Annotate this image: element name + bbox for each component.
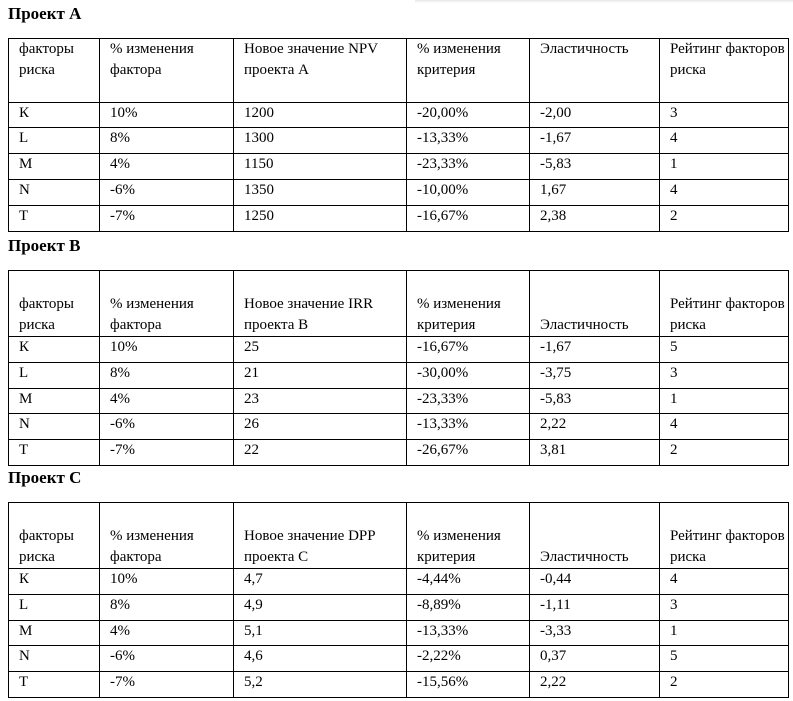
cell-elasticity: -1,67 bbox=[530, 337, 660, 363]
header-rating: Рейтинг факторов риска bbox=[660, 503, 789, 569]
cell-factor: N bbox=[9, 414, 100, 440]
header-risk-factors: факторы риска bbox=[9, 503, 100, 569]
cell-factor: К bbox=[9, 103, 100, 128]
cell-rating: 1 bbox=[660, 389, 789, 414]
cell-elasticity: -3,33 bbox=[530, 621, 660, 646]
cell-factor-change: -6% bbox=[100, 646, 234, 672]
cell-rating: 3 bbox=[660, 595, 789, 621]
cell-criterion-change: -4,44% bbox=[407, 569, 530, 595]
cell-new-value: 1250 bbox=[234, 206, 407, 232]
cell-rating: 4 bbox=[660, 569, 789, 595]
table-row bbox=[9, 621, 789, 646]
cell-criterion-change: -13,33% bbox=[407, 621, 530, 646]
project-c-title: Проект С bbox=[8, 468, 82, 487]
cell-criterion-change: -15,56% bbox=[407, 672, 530, 698]
header-criterion-change: % изменения критерия bbox=[407, 271, 530, 337]
cell-new-value: 5,1 bbox=[234, 621, 407, 646]
cell-rating: 3 bbox=[660, 363, 789, 389]
cell-new-value: 4,9 bbox=[234, 595, 407, 621]
cell-new-value: 1150 bbox=[234, 154, 407, 180]
table-row bbox=[9, 154, 789, 180]
cell-factor: N bbox=[9, 180, 100, 206]
cell-new-value: 1300 bbox=[234, 128, 407, 154]
cell-factor-change: 10% bbox=[100, 569, 234, 595]
cell-elasticity: -5,83 bbox=[530, 389, 660, 414]
table-row bbox=[9, 180, 789, 206]
cell-factor: T bbox=[9, 672, 100, 698]
table-header-row bbox=[9, 39, 789, 103]
header-criterion-change: % изменения критерия bbox=[407, 39, 530, 103]
cell-factor: L bbox=[9, 363, 100, 389]
cell-rating: 2 bbox=[660, 672, 789, 698]
project-b-table bbox=[8, 270, 789, 466]
cell-elasticity: -1,67 bbox=[530, 128, 660, 154]
cell-new-value: 23 bbox=[234, 389, 407, 414]
table-row bbox=[9, 103, 789, 128]
table-row bbox=[9, 569, 789, 595]
cell-factor-change: 10% bbox=[100, 103, 234, 128]
cell-rating: 5 bbox=[660, 337, 789, 363]
table-row bbox=[9, 389, 789, 414]
cell-new-value: 22 bbox=[234, 440, 407, 466]
cell-factor: N bbox=[9, 646, 100, 672]
table-row bbox=[9, 414, 789, 440]
cell-elasticity: 0,37 bbox=[530, 646, 660, 672]
cell-elasticity: 3,81 bbox=[530, 440, 660, 466]
cell-factor: L bbox=[9, 128, 100, 154]
cell-elasticity: -5,83 bbox=[530, 154, 660, 180]
cell-criterion-change: -8,89% bbox=[407, 595, 530, 621]
cell-factor-change: 8% bbox=[100, 363, 234, 389]
cell-factor: L bbox=[9, 595, 100, 621]
table-row bbox=[9, 595, 789, 621]
cell-factor-change: 4% bbox=[100, 154, 234, 180]
cell-factor-change: -6% bbox=[100, 180, 234, 206]
header-new-value: Новое значение DPP проекта С bbox=[234, 503, 407, 569]
cell-elasticity: 2,22 bbox=[530, 672, 660, 698]
cell-factor-change: -7% bbox=[100, 440, 234, 466]
cell-criterion-change: -23,33% bbox=[407, 389, 530, 414]
table-row bbox=[9, 337, 789, 363]
cell-new-value: 5,2 bbox=[234, 672, 407, 698]
cell-rating: 1 bbox=[660, 154, 789, 180]
header-elasticity: Эластичность bbox=[530, 503, 660, 569]
cell-elasticity: -0,44 bbox=[530, 569, 660, 595]
header-new-value: Новое значение IRR проекта B bbox=[234, 271, 407, 337]
header-rating: Рейтинг факторов риска bbox=[660, 271, 789, 337]
header-rating: Рейтинг факторов риска bbox=[660, 39, 789, 103]
cell-elasticity: -1,11 bbox=[530, 595, 660, 621]
table-row bbox=[9, 363, 789, 389]
table-header-row bbox=[9, 271, 789, 337]
cell-criterion-change: -16,67% bbox=[407, 206, 530, 232]
cell-new-value: 1200 bbox=[234, 103, 407, 128]
project-a-title: Проект А bbox=[8, 4, 82, 23]
header-factor-change: % изменения фактора bbox=[100, 503, 234, 569]
project-a-table bbox=[8, 38, 789, 232]
cell-elasticity: 2,38 bbox=[530, 206, 660, 232]
header-elasticity: Эластичность bbox=[530, 271, 660, 337]
cell-criterion-change: -2,22% bbox=[407, 646, 530, 672]
table-row bbox=[9, 672, 789, 698]
header-factor-change: % изменения фактора bbox=[100, 39, 234, 103]
top-shadow-line bbox=[415, 0, 793, 3]
header-factor-change: % изменения фактора bbox=[100, 271, 234, 337]
header-risk-factors: факторы риска bbox=[9, 271, 100, 337]
table-row bbox=[9, 128, 789, 154]
cell-rating: 4 bbox=[660, 180, 789, 206]
cell-factor-change: 4% bbox=[100, 389, 234, 414]
header-risk-factors: факторы риска bbox=[9, 39, 100, 103]
cell-criterion-change: -10,00% bbox=[407, 180, 530, 206]
cell-factor: T bbox=[9, 206, 100, 232]
cell-factor-change: -6% bbox=[100, 414, 234, 440]
cell-factor-change: 8% bbox=[100, 595, 234, 621]
cell-factor: К bbox=[9, 569, 100, 595]
cell-rating: 2 bbox=[660, 440, 789, 466]
cell-rating: 4 bbox=[660, 414, 789, 440]
cell-rating: 5 bbox=[660, 646, 789, 672]
table-header-row bbox=[9, 503, 789, 569]
cell-rating: 4 bbox=[660, 128, 789, 154]
cell-factor: M bbox=[9, 621, 100, 646]
cell-factor-change: -7% bbox=[100, 206, 234, 232]
table-row bbox=[9, 646, 789, 672]
cell-factor-change: 10% bbox=[100, 337, 234, 363]
table-row bbox=[9, 440, 789, 466]
cell-new-value: 1350 bbox=[234, 180, 407, 206]
cell-new-value: 4,6 bbox=[234, 646, 407, 672]
header-criterion-change: % изменения критерия bbox=[407, 503, 530, 569]
cell-factor-change: 8% bbox=[100, 128, 234, 154]
cell-criterion-change: -13,33% bbox=[407, 128, 530, 154]
project-c-table bbox=[8, 502, 789, 698]
cell-rating: 3 bbox=[660, 103, 789, 128]
cell-new-value: 4,7 bbox=[234, 569, 407, 595]
cell-factor: T bbox=[9, 440, 100, 466]
cell-factor-change: -7% bbox=[100, 672, 234, 698]
cell-rating: 1 bbox=[660, 621, 789, 646]
cell-new-value: 21 bbox=[234, 363, 407, 389]
cell-elasticity: -2,00 bbox=[530, 103, 660, 128]
cell-new-value: 26 bbox=[234, 414, 407, 440]
cell-criterion-change: -16,67% bbox=[407, 337, 530, 363]
cell-factor: M bbox=[9, 389, 100, 414]
cell-new-value: 25 bbox=[234, 337, 407, 363]
header-elasticity: Эластичность bbox=[530, 39, 660, 103]
cell-elasticity: -3,75 bbox=[530, 363, 660, 389]
cell-criterion-change: -26,67% bbox=[407, 440, 530, 466]
cell-criterion-change: -23,33% bbox=[407, 154, 530, 180]
cell-rating: 2 bbox=[660, 206, 789, 232]
cell-criterion-change: -13,33% bbox=[407, 414, 530, 440]
header-new-value: Новое значение NPV проекта А bbox=[234, 39, 407, 103]
cell-factor: M bbox=[9, 154, 100, 180]
cell-criterion-change: -30,00% bbox=[407, 363, 530, 389]
project-b-title: Проект В bbox=[8, 236, 81, 255]
cell-elasticity: 1,67 bbox=[530, 180, 660, 206]
cell-elasticity: 2,22 bbox=[530, 414, 660, 440]
cell-factor-change: 4% bbox=[100, 621, 234, 646]
cell-criterion-change: -20,00% bbox=[407, 103, 530, 128]
table-row bbox=[9, 206, 789, 232]
cell-factor: К bbox=[9, 337, 100, 363]
